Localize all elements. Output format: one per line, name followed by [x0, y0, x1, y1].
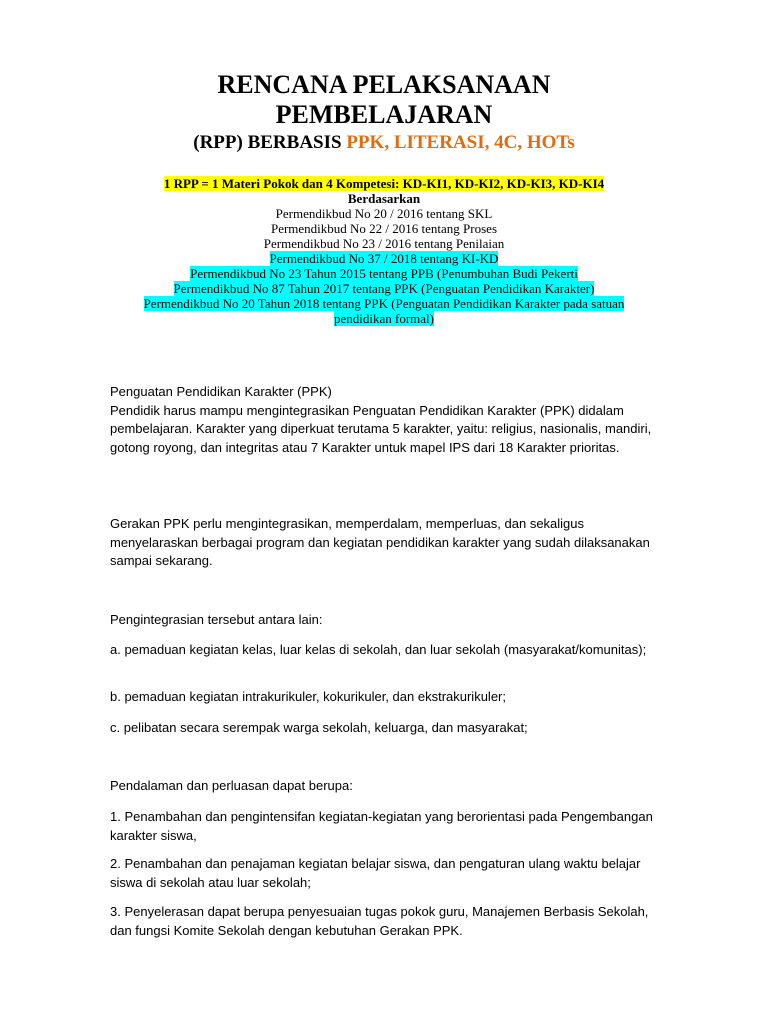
basis-ref-highlighted: Permendikbud No 23 Tahun 2015 tentang PPB (Penumbuhan Budi Pekerti: [190, 266, 578, 281]
ppk-section: [110, 383, 670, 457]
ppk-title: Penguatan Pendidikan Karakter (PPK): [110, 384, 332, 399]
integrasi-item-c: c. pelibatan secara serempak warga sekolah, keluarga, dan masyarakat;: [110, 720, 528, 735]
integrasi-item-b: b. pemaduan kegiatan intrakurikuler, kokurikuler, dan ekstrakurikuler;: [110, 689, 506, 704]
pendalaman-item-3: 3. Penyelerasan dapat berupa penyesuaian tugas pokok guru, Manajemen Berbasis Sekolah, dan fungsi Komite Sekolah dengan kebutuhan Gerakan PPK.: [110, 904, 649, 938]
pendalaman-item-1: 1. Penambahan dan pengintensifan kegiatan-kegiatan yang berorientasi pada Pengembangan karakter siswa,: [110, 809, 653, 843]
basis-ref: Permendikbud No 23 / 2016 tentang Penilaian: [263, 236, 505, 251]
integrasi-title: Pengintegrasian tersebut antara lain:: [110, 612, 323, 627]
basis-ref-highlighted: Permendikbud No 20 Tahun 2018 tentang PPK (Penguatan Pendidikan Karakter pada satuan: [143, 296, 625, 311]
basis-label: Berdasarkan: [347, 191, 421, 206]
subtitle-accent: PPK, LITERASI, 4C, HOTs: [346, 132, 575, 153]
basis-ref: Permendikbud No 20 / 2016 tentang SKL: [275, 206, 493, 221]
basis-ref: Permendikbud No 22 / 2016 tentang Proses: [270, 221, 498, 236]
basis-ref-highlighted: Permendikbud No 37 / 2018 tentang KI-KD: [269, 251, 499, 266]
title-line-1: RENCANA PELAKSANAAN: [217, 70, 551, 99]
title-line-2: PEMBELAJARAN: [275, 100, 493, 129]
integrasi-item-a: a. pemaduan kegiatan kelas, luar kelas di sekolah, dan luar sekolah (masyarakat/komunitas);: [110, 642, 647, 657]
pendalaman-item-2: 2. Penambahan dan penajaman kegiatan belajar siswa, dan pengaturan ulang waktu belajar siswa di sekolah atau luar sekolah;: [110, 856, 641, 890]
basis-ref-highlighted: pendidikan formal): [334, 311, 434, 326]
pendalaman-title: Pendalaman dan perluasan dapat berupa:: [110, 778, 353, 793]
document-title: [0, 70, 768, 130]
gerakan-section: [110, 515, 670, 571]
basis-ref-highlighted: Permendikbud No 87 Tahun 2017 tentang PPK (Penguatan Pendidikan Karakter): [173, 281, 595, 296]
ppk-paragraph: Pendidik harus mampu mengintegrasikan Penguatan Pendidikan Karakter (PPK) didalam pembelajaran. Karakter yang diperkuat terutama 5 karakter, yaitu: religius, nasionalis, mandiri, gotong royong, dan integritas atau 7 Karakter untuk mapel IPS dari 18 Karakter prioritas.: [110, 402, 652, 455]
rpp-kompetensi-highlight: 1 RPP = 1 Materi Pokok dan 4 Kompetesi: KD-KI1, KD-KI2, KD-KI3, KD-KI4: [163, 176, 605, 191]
legal-basis-block: [0, 176, 768, 326]
document-subtitle: [0, 131, 768, 155]
gerakan-paragraph: Gerakan PPK perlu mengintegrasikan, memperdalam, memperluas, dan sekaligus menyelaraskan berbagai program dan kegiatan pendidikan karakter yang sudah dilaksanakan sampai sekarang.: [110, 516, 650, 568]
subtitle-prefix: (RPP) BERBASIS: [193, 132, 342, 153]
